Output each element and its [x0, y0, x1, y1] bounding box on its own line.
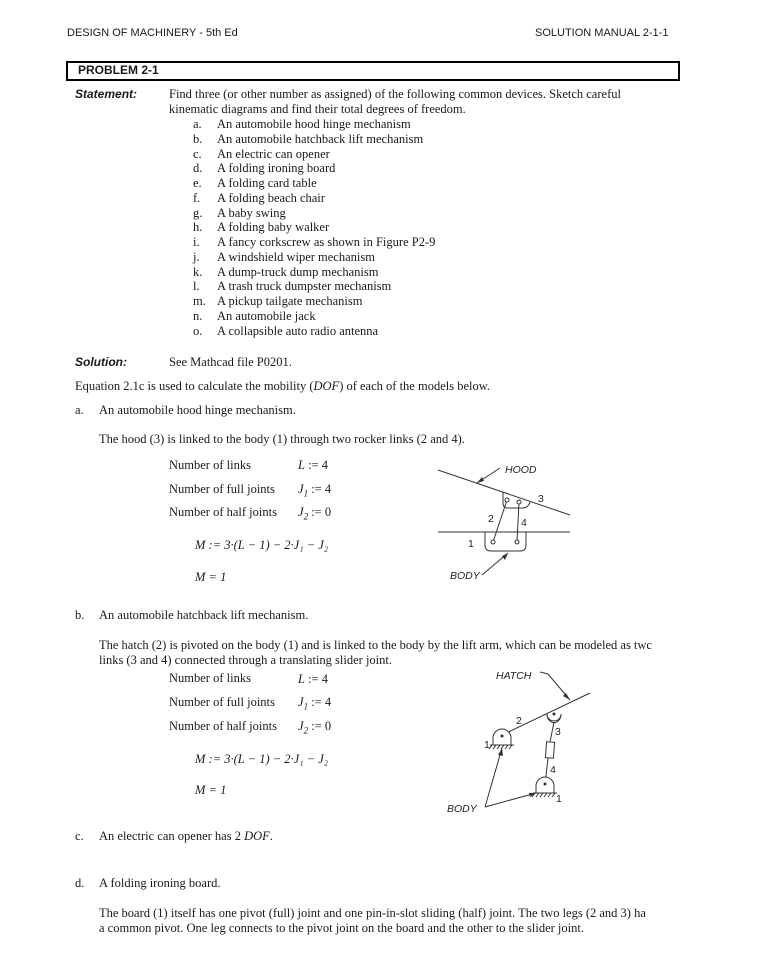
equation-note-post: ) of each of the models below.	[339, 379, 491, 393]
device-list-item	[193, 279, 391, 294]
device-list-text: A folding baby walker	[217, 220, 330, 235]
link-label-2: 2	[516, 715, 522, 727]
device-list-text: An automobile hatchback lift mechanism	[217, 131, 424, 146]
device-list-text: A folding beach chair	[217, 190, 325, 205]
part-a-row-value: $J_2$ := 0	[298, 505, 332, 522]
part-b-row-value: $J_1$ := 4	[298, 695, 332, 712]
device-list-key: h.	[193, 220, 203, 235]
body-label: BODY	[447, 803, 477, 815]
part-d-title: A folding ironing board.	[99, 876, 221, 890]
device-list-item	[193, 191, 325, 206]
link-label-4: 4	[550, 764, 556, 776]
pin-joint	[491, 540, 495, 544]
device-list-key: l.	[193, 279, 200, 294]
part-b-row-label: Number of full joints	[169, 695, 275, 709]
part-b-title: An automobile hatchback lift mechanism.	[99, 608, 309, 622]
pin-joint	[553, 713, 556, 716]
pin-joint	[501, 735, 504, 738]
device-list-text: A windshield wiper mechanism	[217, 249, 375, 264]
device-list-item	[193, 235, 435, 250]
part-c-text-pre: An electric can opener has 2	[99, 829, 245, 843]
device-list-key: b.	[193, 131, 203, 146]
part-b-row-label: Number of half joints	[169, 719, 277, 733]
device-list-key: g.	[193, 205, 203, 220]
body-leader	[485, 793, 536, 807]
statement-label: Statement:	[75, 87, 138, 101]
header-left: DESIGN OF MACHINERY - 5th Ed	[67, 27, 238, 39]
part-b-description-1: The hatch (2) is pivoted on the body (1) and is linked to the body by the lift arm, which can be modeled as twc	[99, 638, 652, 652]
part-c-key: c.	[75, 829, 84, 843]
device-list-key: f.	[193, 190, 201, 205]
device-list-item	[193, 176, 317, 191]
body-leader	[485, 748, 502, 807]
part-a-row-label: Number of full joints	[169, 482, 275, 496]
part-a-row-value: $J_1$ := 4	[298, 482, 332, 499]
slider-joint	[545, 742, 554, 759]
part-b-row-value: L := 4	[298, 672, 328, 686]
hood-hinge-diagram	[430, 455, 590, 590]
device-list-text: A fancy corkscrew as shown in Figure P2-9	[217, 235, 436, 249]
device-list-text: A pickup tailgate mechanism	[217, 294, 363, 308]
hood-label: HOOD	[505, 464, 537, 476]
part-b-key: b.	[75, 608, 85, 622]
equation-note-dof: DOF	[313, 379, 340, 393]
device-list-item	[193, 265, 378, 280]
pin-joint	[515, 540, 519, 544]
device-list-key: d.	[193, 161, 203, 176]
device-list-text: A folding ironing board	[217, 161, 336, 176]
link-label-1: 1	[484, 739, 490, 751]
statement-line-1: Find three (or other number as assigned) of the following common devices. Sketch careful	[169, 87, 621, 101]
hatch-line	[502, 693, 590, 735]
device-list-item	[193, 117, 411, 132]
pin-joint	[544, 783, 547, 786]
device-list-item	[193, 161, 335, 176]
device-list-text: A dump-truck dump mechanism	[217, 264, 379, 279]
part-b-description-2: links (3 and 4) connected through a translating slider joint.	[99, 653, 392, 667]
device-list-key: n.	[193, 308, 203, 323]
hatchback-lift-diagram	[430, 660, 600, 820]
part-a-row-label: Number of half joints	[169, 505, 277, 519]
solution-label: Solution:	[75, 355, 127, 369]
body-label: BODY	[450, 570, 480, 582]
device-list-text: A trash truck dumpster mechanism	[217, 279, 392, 294]
part-d-description-1: The board (1) itself has one pivot (full) joint and one pin-in-slot sliding (half) joint. The two legs (2 and 3) ha	[99, 906, 646, 920]
part-b-formula: M := 3·(L − 1) − 2·J₁ − J₂	[195, 752, 329, 766]
device-list-item	[193, 220, 329, 235]
part-c-dof: DOF	[244, 829, 270, 843]
link-3	[550, 722, 554, 742]
part-c-text	[99, 829, 273, 844]
arrowhead	[477, 477, 484, 483]
arrowhead	[498, 748, 503, 756]
part-a-result: M = 1	[195, 570, 227, 584]
part-d-description-2: a common pivot. One leg connects to the pivot joint on the board and the other to the slider joint.	[99, 921, 584, 935]
equation-note	[75, 379, 490, 394]
part-a-row-label: Number of links	[169, 458, 251, 472]
device-list-key: o.	[193, 323, 203, 338]
device-list-item	[193, 206, 286, 221]
link-label-3: 3	[555, 726, 561, 738]
device-list-item	[193, 309, 316, 324]
device-list-text: A folding card table	[217, 176, 317, 190]
link-label-1: 1	[556, 793, 562, 805]
part-b-row-value: $J_2$ := 0	[298, 719, 332, 736]
part-a-key: a.	[75, 403, 84, 417]
device-list-key: e.	[193, 176, 202, 190]
header-right: SOLUTION MANUAL 2-1-1	[535, 27, 669, 39]
arrowhead	[502, 553, 508, 560]
device-list-text: An electric can opener	[217, 146, 330, 161]
link-label-1: 1	[468, 538, 474, 550]
part-b-row-label: Number of links	[169, 671, 251, 685]
link-label-3: 3	[538, 493, 544, 505]
device-list-text: A collapsible auto radio antenna	[217, 323, 379, 338]
link-label-2: 2	[488, 513, 494, 525]
equation-note-pre: Equation 2.1c is used to calculate the mobility (	[75, 379, 314, 393]
problem-title-box	[66, 61, 680, 81]
part-a-formula: M := 3·(L − 1) − 2·J₁ − J₂	[195, 538, 329, 552]
statement-line-2: kinematic diagrams and find their total degrees of freedom.	[169, 102, 466, 116]
part-c-text-post: .	[269, 829, 273, 843]
device-list-key: m.	[193, 294, 206, 308]
device-list-key: j.	[193, 249, 200, 264]
arrowhead	[563, 693, 570, 700]
device-list-key: a.	[193, 117, 202, 131]
part-b-result: M = 1	[195, 783, 227, 797]
device-list-item	[193, 324, 378, 339]
part-a-row-value: L := 4	[298, 458, 328, 472]
problem-title: PROBLEM 2-1	[78, 63, 159, 77]
link-label-4: 4	[521, 517, 527, 529]
device-list-text: An automobile jack	[217, 308, 316, 323]
device-list-item	[193, 250, 375, 265]
device-list-key: i.	[193, 235, 200, 249]
device-list-key: c.	[193, 146, 202, 161]
part-a-description: The hood (3) is linked to the body (1) through two rocker links (2 and 4).	[99, 432, 465, 446]
device-list-text: A baby swing	[217, 205, 286, 220]
device-list-item	[193, 147, 330, 162]
pin-joint	[505, 498, 509, 502]
solution-text: See Mathcad file P0201.	[169, 355, 292, 369]
device-list-key: k.	[193, 264, 203, 279]
link-2	[493, 500, 507, 542]
pin-joint	[517, 500, 521, 504]
hatch-label: HATCH	[496, 670, 532, 682]
device-list-text: An automobile hood hinge mechanism	[217, 117, 411, 131]
part-d-key: d.	[75, 876, 85, 890]
device-list-item	[193, 132, 423, 147]
device-list-item	[193, 294, 362, 309]
part-a-title: An automobile hood hinge mechanism.	[99, 403, 296, 417]
